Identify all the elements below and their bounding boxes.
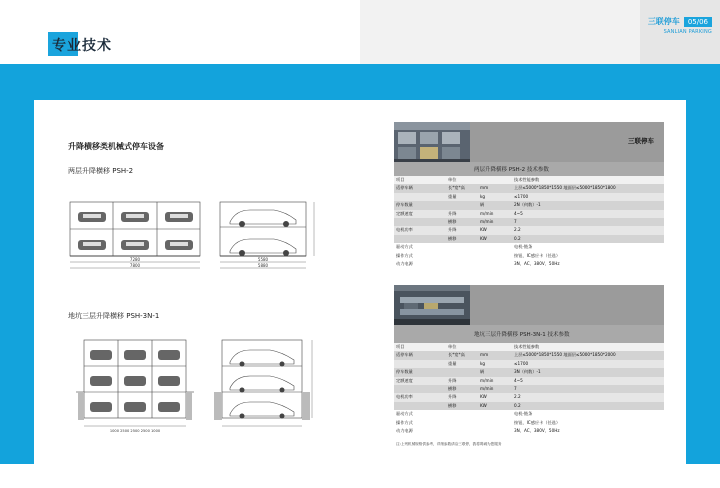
table-cell: KW [478,402,512,410]
table-cell: 电机-链条 [512,243,664,251]
card-photo-row [394,122,664,162]
table-cell [394,360,446,368]
table-cell: 电机-链条 [512,410,664,418]
card-title: 地坑三层升降横移 PSH-3N-1 技术参数 [474,332,570,338]
table-cell [394,402,446,410]
table-row [394,252,664,260]
table-row [394,235,664,243]
table-cell: KW [478,235,512,243]
card-title: 两层升降横移 PSH-2 技术参数 [474,167,549,173]
card-photo-row [394,285,664,325]
psh2-dim-width-inner: 7280 [129,257,141,262]
table-cell: 3N（何数）-1 [512,368,664,376]
table-row [394,368,664,376]
table-cell: 项目 [394,176,446,184]
card-title-band [394,162,664,176]
brand-subtitle: SANLIAN PARKING [663,29,712,35]
table-cell: 2.2 [512,226,664,234]
table-cell: 4~5 [512,210,664,218]
table-cell: 横移 [446,218,478,226]
table-cell: 停车数量 [394,201,446,209]
spec-card-psh3n1 [394,285,664,435]
table-cell [478,343,512,351]
table-row [394,201,664,209]
table-cell: 电机功率 [394,393,446,401]
table-cell: 重量 [446,193,478,201]
table-cell: KW [478,393,512,401]
table-cell: 按钮、IC感应卡（任选） [512,252,664,260]
table-cell [446,252,478,260]
card-brand-text: 三联停车 [628,137,654,145]
table-cell: m/min [478,218,512,226]
brand-name: 三联停车 [647,17,680,26]
table-cell [394,218,446,226]
main-title: 升降横移类机械式停车设备 [68,142,164,151]
table-cell: 2.2 [512,393,664,401]
table-cell: 驱动方式 [394,243,446,251]
footnote: 注:上列机械规格供参考，详细参数请洽三联停，我将竭诚为您服务 [396,442,502,446]
garage-photo [394,285,470,325]
table-cell: m/min [478,210,512,218]
table-row [394,393,664,401]
table-cell [478,427,512,435]
table-cell: kg [478,360,512,368]
table-cell: 上层≤5000*1850*1550 地面层≤5000*1850*2000 [512,351,664,359]
page-number-badge: 05/06 [684,17,712,27]
table-cell: 横移 [446,402,478,410]
table-cell [446,410,478,418]
table-cell: 项目 [394,343,446,351]
table-cell: 4~5 [512,377,664,385]
model-title-psh3n1: 地坑三层升降横移 PSH-3N-1 [68,312,160,320]
table-cell: KW [478,226,512,234]
table-cell: 适停车辆 [394,351,446,359]
table-cell: 定额速度 [394,377,446,385]
table-row [394,243,664,251]
table-cell: 横移 [446,235,478,243]
table-cell: m/min [478,377,512,385]
table-cell: 2N（何数）-1 [512,201,664,209]
table-cell: 操作方式 [394,252,446,260]
card-title-band [394,325,664,343]
table-cell: ≤1700 [512,360,664,368]
table-row [394,210,664,218]
table-cell: 长*宽*高 [446,184,478,192]
table-row [394,402,664,410]
table-cell [394,235,446,243]
table-row [394,343,664,351]
table-cell: 横移 [446,385,478,393]
table-row [394,427,664,435]
spec-table-psh2 [394,176,664,268]
table-cell: 3N、AC、380V、50Hz [512,260,664,268]
table-cell: 单位 [446,343,478,351]
table-cell [394,385,446,393]
table-cell: 长*宽*高 [446,351,478,359]
garage-photo [394,122,470,162]
table-cell: 电机功率 [394,226,446,234]
table-cell: m/min [478,385,512,393]
table-cell: 重量 [446,360,478,368]
table-cell: 单位 [446,176,478,184]
spec-card-psh2 [394,122,664,268]
table-cell [446,368,478,376]
table-cell [446,260,478,268]
table-cell [478,176,512,184]
psh2-side-elevation-drawing [216,196,326,276]
table-cell: 按钮、IC感应卡（任选） [512,419,664,427]
table-row [394,410,664,418]
psh2-dim-depth-inner: 5580 [257,257,269,262]
table-cell [446,243,478,251]
table-cell: 技术性能参数 [512,176,664,184]
table-cell: 定额速度 [394,210,446,218]
psh3n1-side-elevation-drawing [212,334,322,434]
table-cell [446,419,478,427]
psh2-front-elevation-drawing [64,196,214,276]
table-row [394,260,664,268]
table-cell: 3N、AC、380V、50Hz [512,427,664,435]
table-row [394,377,664,385]
table-cell: 辆 [478,368,512,376]
table-cell: 停车数量 [394,368,446,376]
table-cell: mm [478,184,512,192]
table-row [394,176,664,184]
section-heading: 专业技术 [52,38,112,54]
table-row [394,218,664,226]
psh2-dim-depth-outer: 5880 [257,263,269,268]
table-cell: 上层≤5000*1850*1550 地面层≤5000*1850*1800 [512,184,664,192]
brand-block [648,9,712,35]
table-row [394,193,664,201]
psh2-dim-width-outer: 7800 [129,263,141,268]
psh3n1-dim-bottom: 1000 2500 2500 2500 1000 [109,429,161,433]
table-cell: 驱动方式 [394,410,446,418]
table-row [394,226,664,234]
table-cell [478,260,512,268]
table-cell: 适停车辆 [394,184,446,192]
table-cell: 动力电源 [394,427,446,435]
table-cell: 升降 [446,393,478,401]
model-title-psh2: 两层升降横移 PSH-2 [68,167,134,175]
table-cell [478,252,512,260]
card-brand-strip [470,285,664,325]
table-row [394,184,664,192]
table-cell: 0.2 [512,235,664,243]
table-cell: 升降 [446,377,478,385]
table-cell [446,201,478,209]
table-cell: 动力电源 [394,260,446,268]
table-cell: ≤1700 [512,193,664,201]
table-cell [478,243,512,251]
table-cell: 升降 [446,210,478,218]
table-cell: 升降 [446,226,478,234]
table-cell [446,427,478,435]
psh3n1-front-elevation-drawing [76,334,194,434]
table-cell: 7 [512,385,664,393]
table-row [394,351,664,359]
table-cell: 0.2 [512,402,664,410]
table-row [394,385,664,393]
table-cell: mm [478,351,512,359]
table-cell: 辆 [478,201,512,209]
card-brand-strip [470,122,664,162]
table-row [394,419,664,427]
table-cell: 操作方式 [394,419,446,427]
table-row [394,360,664,368]
table-cell [394,193,446,201]
table-cell: 7 [512,218,664,226]
table-cell: kg [478,193,512,201]
table-cell [478,419,512,427]
table-cell: 技术性能参数 [512,343,664,351]
table-cell [478,410,512,418]
spec-table-psh3n1 [394,343,664,435]
